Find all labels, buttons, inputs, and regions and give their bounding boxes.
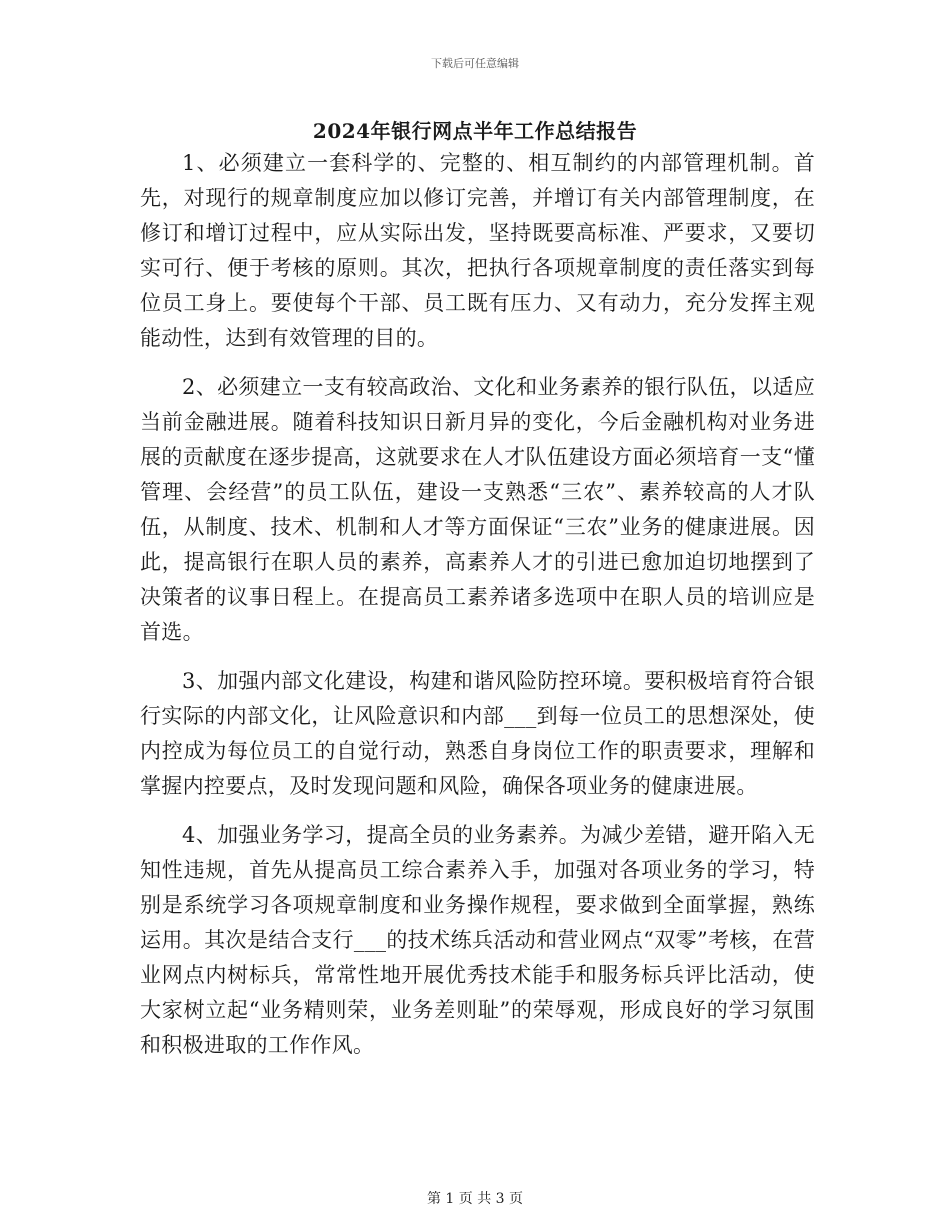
header-note: 下载后可任意编辑 (431, 57, 519, 70)
paragraph-1: 1、必须建立一套科学的、完整的、相互制约的内部管理机制。首先，对现行的规章制度应加以修订完善，并增订有关内部管理制度，在修订和增订过程中，应从实际出发，坚持既要高标准、严要求，又要切实可行、便于考核的原则。其次，把执行各项规章制度的责任落实到每位员工身上。要使每个干部、员工既有压力、又有动力，充分发挥主观能动性，达到有效管理的目的。 (140, 151, 815, 350)
paragraph-4: 4、加强业务学习，提高全员的业务素养。为减少差错，避开陷入无知性违规，首先从提高员工综合素养入手，加强对各项业务的学习，特别是系统学习各项规章制度和业务操作规程，要求做到全面掌握，熟练运用。其次是结合支行___的技术练兵活动和营业网点“双零”考核，在营业网点内树标兵，常常性地开展优秀技术能手和服务标兵评比活动，使大家树立起“业务精则荣，业务差则耻”的荣辱观，形成良好的学习氛围和积极进取的工作作风。 (140, 823, 815, 1057)
document-body (140, 146, 815, 1077)
paragraph-3: 3、加强内部文化建设，构建和谐风险防控环境。要积极培育符合银行实际的内部文化，让风险意识和内部___到每一位员工的思想深处，使内控成为每位员工的自觉行动，熟悉自身岗位工作的职责要求，理解和掌握内控要点，及时发现问题和风险，确保各项业务的健康进展。 (140, 669, 815, 798)
paragraph-2: 2、必须建立一支有较高政治、文化和业务素养的银行队伍，以适应当前金融进展。随着科技知识日新月异的变化，今后金融机构对业务进展的贡献度在逐步提高，这就要求在人才队伍建设方面必须培育一支“懂管理、会经营”的员工队伍，建设一支熟悉“三农”、素养较高的人才队伍，从制度、技术、机制和人才等方面保证“三农”业务的健康进展。因此，提高银行在职人员的素养，高素养人才的引进已愈加迫切地摆到了决策者的议事日程上。在提高员工素养诸多选项中在职人员的培训应是首选。 (140, 375, 815, 644)
document-title: 2024年银行网点半年工作总结报告 (312, 119, 638, 143)
page-number: 第 1 页 共 3 页 (426, 1191, 524, 1207)
